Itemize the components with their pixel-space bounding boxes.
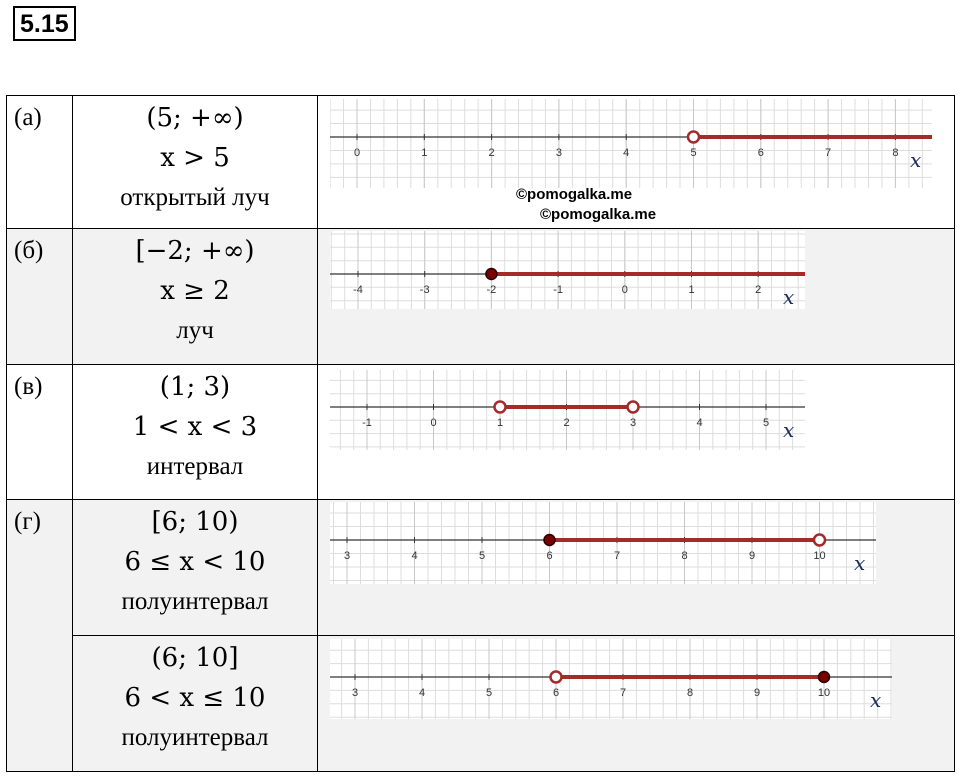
- inequality: 6 < x ≤ 10: [124, 683, 266, 713]
- interval-notation: (1; 3): [159, 372, 231, 402]
- row-label: (б): [7, 229, 73, 365]
- tick-label: 1: [496, 417, 504, 429]
- tick-label: 2: [488, 147, 495, 159]
- row-label: (в): [7, 365, 73, 500]
- tick-label: 1: [688, 284, 695, 296]
- open-endpoint: [688, 132, 699, 143]
- interval-type: интервал: [146, 453, 244, 480]
- tick-label: 0: [621, 284, 628, 296]
- interval-notation: [−2; +∞): [135, 236, 255, 266]
- watermark: ©pomogalka.me: [540, 206, 657, 223]
- row-label: (а): [7, 96, 73, 229]
- task-number: 5.15: [13, 6, 76, 41]
- plot-cell: [318, 229, 955, 365]
- tick-label: 10: [817, 687, 831, 699]
- tick-label: 8: [686, 687, 694, 699]
- number-line-plot: [330, 370, 805, 450]
- tick-label: 4: [696, 417, 703, 429]
- inequality: x ≥ 2: [160, 276, 230, 306]
- tick-label: 6: [546, 550, 553, 562]
- math-cell: [73, 365, 318, 500]
- tick-label: 9: [753, 687, 761, 699]
- inequality: 6 ≤ x < 10: [124, 547, 266, 577]
- closed-endpoint: [819, 672, 830, 683]
- open-endpoint: [495, 402, 506, 413]
- axis-label-x: x: [783, 418, 795, 442]
- math-cell: [73, 96, 318, 229]
- tick-label: 4: [418, 687, 426, 699]
- open-endpoint: [628, 402, 639, 413]
- tick-label: -1: [553, 284, 563, 296]
- tick-label: 5: [485, 687, 493, 699]
- interval-notation: (6; 10]: [151, 643, 239, 673]
- plot-background: [330, 370, 805, 450]
- table-row: [7, 229, 955, 365]
- inequality: x > 5: [160, 143, 230, 173]
- math-cell: [73, 229, 318, 365]
- interval-type: полуинтервал: [121, 588, 269, 615]
- tick-label: 8: [681, 550, 688, 562]
- tick-label: -3: [419, 284, 430, 296]
- tick-label: 7: [619, 687, 627, 699]
- tick-label: 1: [421, 147, 428, 159]
- plot-cell: [318, 636, 955, 772]
- tick-label: 6: [757, 147, 764, 159]
- closed-endpoint: [486, 269, 497, 280]
- tick-label: -2: [486, 284, 497, 296]
- plot-cell: [318, 365, 955, 500]
- tick-label: 3: [351, 687, 359, 699]
- tick-label: 0: [430, 417, 437, 429]
- tick-label: 3: [343, 550, 351, 562]
- number-line-plot: [330, 231, 805, 309]
- table-row: [7, 96, 955, 229]
- row-label: (г): [7, 500, 73, 772]
- number-line-plot: [330, 99, 932, 188]
- answer-table: [6, 95, 955, 772]
- math-cell: [73, 636, 318, 772]
- inequality: 1 < x < 3: [132, 412, 258, 442]
- table-row: [7, 636, 955, 772]
- plot-cell: [318, 96, 955, 229]
- interval-type: полуинтервал: [121, 724, 269, 751]
- tick-label: 3: [555, 147, 562, 159]
- tick-label: 5: [478, 550, 486, 562]
- tick-label: 2: [563, 417, 570, 429]
- watermark: ©pomogalka.me: [516, 186, 633, 203]
- open-endpoint: [551, 672, 562, 683]
- interval-type: открытый луч: [120, 184, 270, 211]
- plot-background: [330, 231, 805, 309]
- tick-label: 0: [353, 147, 361, 159]
- table-row: [7, 500, 955, 636]
- tick-label: 4: [411, 550, 418, 562]
- axis-label-x: x: [870, 688, 882, 712]
- axis-label-x: x: [783, 285, 795, 309]
- axis-label-x: x: [854, 551, 866, 575]
- interval-notation: [6; 10): [151, 507, 239, 537]
- tick-label: 5: [690, 147, 697, 159]
- tick-label: 4: [623, 147, 630, 159]
- open-endpoint: [814, 535, 825, 546]
- tick-label: 3: [629, 417, 637, 429]
- tick-label: 8: [892, 147, 899, 159]
- tick-label: 6: [552, 687, 560, 699]
- math-cell: [73, 500, 318, 636]
- closed-endpoint: [544, 535, 555, 546]
- tick-label: 7: [613, 550, 621, 562]
- tick-label: 5: [762, 417, 770, 429]
- interval-notation: (5; +∞): [146, 103, 244, 133]
- tick-label: 7: [825, 147, 832, 159]
- plot-cell: [318, 500, 955, 636]
- tick-label: 9: [748, 550, 756, 562]
- tick-label: -1: [362, 417, 372, 429]
- tick-label: 2: [755, 284, 762, 296]
- number-line-plot: [330, 502, 876, 584]
- table-row: [7, 365, 955, 500]
- interval-type: луч: [176, 317, 214, 344]
- tick-label: 10: [813, 550, 826, 562]
- number-line-plot: [330, 639, 892, 719]
- tick-label: -4: [353, 284, 363, 296]
- axis-label-x: x: [910, 148, 922, 172]
